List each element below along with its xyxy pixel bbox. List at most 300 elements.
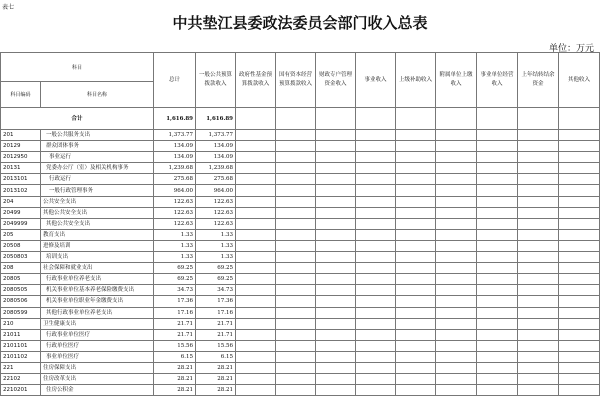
empty-cell <box>436 362 477 373</box>
empty-cell <box>396 141 436 152</box>
empty-cell <box>316 374 356 385</box>
empty-cell <box>316 329 356 340</box>
table-row <box>1 374 600 385</box>
empty-cell <box>396 108 436 130</box>
empty-cell <box>477 207 518 218</box>
empty-cell <box>477 229 518 240</box>
empty-cell <box>559 130 600 141</box>
row-name: 行政单位医疗 <box>41 340 154 351</box>
empty-cell <box>559 263 600 274</box>
empty-cell <box>236 307 276 318</box>
empty-cell <box>559 329 600 340</box>
empty-cell <box>356 318 396 329</box>
empty-cell <box>518 318 559 329</box>
empty-cell <box>236 152 276 163</box>
row-total: 122.63 <box>154 218 196 229</box>
empty-cell <box>316 252 356 263</box>
empty-cell <box>477 296 518 307</box>
empty-cell <box>436 218 477 229</box>
empty-cell <box>316 185 356 196</box>
row-general-budget: 134.09 <box>196 152 236 163</box>
empty-cell <box>518 296 559 307</box>
empty-cell <box>477 329 518 340</box>
empty-cell <box>559 307 600 318</box>
row-name: 其他公共安全支出 <box>41 218 154 229</box>
row-general-budget: 122.63 <box>196 218 236 229</box>
row-total: 1.33 <box>154 252 196 263</box>
empty-cell <box>356 130 396 141</box>
row-name: 党委办公厅（室）及相关机构事务 <box>41 163 154 174</box>
empty-cell <box>356 185 396 196</box>
empty-cell <box>276 174 316 185</box>
row-general-budget: 1.33 <box>196 240 236 251</box>
empty-cell <box>518 152 559 163</box>
empty-cell <box>436 108 477 130</box>
empty-cell <box>316 274 356 285</box>
empty-cell <box>356 329 396 340</box>
empty-cell <box>356 307 396 318</box>
row-total: 964.00 <box>154 185 196 196</box>
row-general-budget: 1,239.68 <box>196 163 236 174</box>
table-row <box>1 340 600 351</box>
empty-cell <box>436 285 477 296</box>
empty-cell <box>276 163 316 174</box>
empty-cell <box>396 252 436 263</box>
empty-cell <box>477 108 518 130</box>
empty-cell <box>396 351 436 362</box>
empty-cell <box>436 274 477 285</box>
empty-cell <box>276 218 316 229</box>
empty-cell <box>518 329 559 340</box>
row-code: 21011 <box>1 329 41 340</box>
row-total: 15.56 <box>154 340 196 351</box>
header-business: 事业收入 <box>356 53 396 108</box>
table-row <box>1 285 600 296</box>
row-total: 134.09 <box>154 152 196 163</box>
table-row <box>1 263 600 274</box>
empty-cell <box>236 296 276 307</box>
empty-cell <box>436 141 477 152</box>
row-total: 28.21 <box>154 362 196 373</box>
empty-cell <box>276 252 316 263</box>
empty-cell <box>559 274 600 285</box>
empty-cell <box>518 229 559 240</box>
empty-cell <box>436 207 477 218</box>
row-total: 1,239.68 <box>154 163 196 174</box>
table-row <box>1 130 600 141</box>
empty-cell <box>436 163 477 174</box>
row-total: 122.63 <box>154 207 196 218</box>
table-row <box>1 218 600 229</box>
empty-cell <box>316 385 356 396</box>
row-total: 17.16 <box>154 307 196 318</box>
empty-cell <box>477 340 518 351</box>
empty-cell <box>396 340 436 351</box>
empty-cell <box>316 152 356 163</box>
empty-cell <box>236 196 276 207</box>
empty-cell <box>276 274 316 285</box>
empty-cell <box>559 141 600 152</box>
empty-cell <box>356 207 396 218</box>
row-name: 其他公共安全支出 <box>41 207 154 218</box>
empty-cell <box>477 274 518 285</box>
empty-cell <box>477 240 518 251</box>
empty-cell <box>356 174 396 185</box>
empty-cell <box>436 374 477 385</box>
empty-cell <box>276 240 316 251</box>
empty-cell <box>276 152 316 163</box>
empty-cell <box>276 141 316 152</box>
empty-cell <box>518 374 559 385</box>
row-name: 行政运行 <box>41 174 154 185</box>
empty-cell <box>356 240 396 251</box>
empty-cell <box>276 130 316 141</box>
row-code: 2013101 <box>1 174 41 185</box>
row-total: 1,373.77 <box>154 130 196 141</box>
empty-cell <box>356 296 396 307</box>
row-general-budget: 28.21 <box>196 374 236 385</box>
row-name: 公共安全支出 <box>41 196 154 207</box>
empty-cell <box>276 196 316 207</box>
empty-cell <box>236 252 276 263</box>
row-total: 122.63 <box>154 196 196 207</box>
row-general-budget: 1,373.77 <box>196 130 236 141</box>
empty-cell <box>518 340 559 351</box>
empty-cell <box>436 307 477 318</box>
row-total: 275.68 <box>154 174 196 185</box>
row-total: 17.36 <box>154 296 196 307</box>
empty-cell <box>316 285 356 296</box>
empty-cell <box>316 318 356 329</box>
empty-cell <box>316 108 356 130</box>
row-name: 事业单位医疗 <box>41 351 154 362</box>
sheet-tag: 表七 <box>2 4 15 11</box>
row-general-budget: 122.63 <box>196 207 236 218</box>
row-general-budget: 1.33 <box>196 252 236 263</box>
empty-cell <box>559 240 600 251</box>
row-code: 205 <box>1 229 41 240</box>
total-label: 合计 <box>1 108 154 130</box>
empty-cell <box>316 163 356 174</box>
empty-cell <box>236 141 276 152</box>
empty-cell <box>518 130 559 141</box>
empty-cell <box>477 351 518 362</box>
empty-cell <box>396 385 436 396</box>
row-general-budget: 275.68 <box>196 174 236 185</box>
empty-cell <box>316 174 356 185</box>
empty-cell <box>396 263 436 274</box>
empty-cell <box>436 252 477 263</box>
row-general-budget: 6.15 <box>196 351 236 362</box>
empty-cell <box>477 130 518 141</box>
empty-cell <box>356 163 396 174</box>
table-row <box>1 152 600 163</box>
empty-cell <box>396 130 436 141</box>
empty-cell <box>396 329 436 340</box>
row-total: 21.71 <box>154 318 196 329</box>
empty-cell <box>236 340 276 351</box>
total-general: 1,616.89 <box>196 108 236 130</box>
empty-cell <box>477 196 518 207</box>
empty-cell <box>316 229 356 240</box>
row-name: 住房改革支出 <box>41 374 154 385</box>
empty-cell <box>518 385 559 396</box>
empty-cell <box>276 351 316 362</box>
empty-cell <box>477 152 518 163</box>
income-table-wrap <box>0 52 600 407</box>
row-general-budget: 17.16 <box>196 307 236 318</box>
table-row <box>1 329 600 340</box>
row-general-budget: 69.25 <box>196 274 236 285</box>
empty-cell <box>477 141 518 152</box>
header-general-budget: 一般公共预算拨款收入 <box>196 53 236 108</box>
row-total: 28.21 <box>154 374 196 385</box>
table-row <box>1 163 600 174</box>
empty-cell <box>518 163 559 174</box>
empty-cell <box>396 163 436 174</box>
row-code: 2101101 <box>1 340 41 351</box>
empty-cell <box>518 196 559 207</box>
empty-cell <box>276 108 316 130</box>
table-body <box>1 108 600 396</box>
empty-cell <box>477 218 518 229</box>
row-name: 一般行政管理事务 <box>41 185 154 196</box>
empty-cell <box>316 307 356 318</box>
row-name: 进修及培训 <box>41 240 154 251</box>
empty-cell <box>559 340 600 351</box>
empty-cell <box>518 218 559 229</box>
empty-cell <box>276 185 316 196</box>
empty-cell <box>236 318 276 329</box>
header-special-account: 财政专户管理资金收入 <box>316 53 356 108</box>
row-total: 1.33 <box>154 229 196 240</box>
empty-cell <box>236 385 276 396</box>
total-amount: 1,616.89 <box>154 108 196 130</box>
row-general-budget: 17.36 <box>196 296 236 307</box>
row-name: 一般公共服务支出 <box>41 130 154 141</box>
empty-cell <box>396 196 436 207</box>
row-general-budget: 28.21 <box>196 385 236 396</box>
header-name: 科目名称 <box>41 82 154 108</box>
income-table <box>0 52 600 396</box>
row-name: 群众团体事务 <box>41 141 154 152</box>
empty-cell <box>559 196 600 207</box>
empty-cell <box>276 229 316 240</box>
empty-cell <box>436 185 477 196</box>
table-row <box>1 252 600 263</box>
table-row <box>1 351 600 362</box>
row-name: 教育支出 <box>41 229 154 240</box>
row-code: 22102 <box>1 374 41 385</box>
header-state-capital: 国有资本经营预算拨款收入 <box>276 53 316 108</box>
empty-cell <box>436 152 477 163</box>
empty-cell <box>356 351 396 362</box>
empty-cell <box>559 374 600 385</box>
row-general-budget: 69.25 <box>196 263 236 274</box>
row-total: 1.33 <box>154 240 196 251</box>
empty-cell <box>356 108 396 130</box>
empty-cell <box>396 318 436 329</box>
empty-cell <box>559 318 600 329</box>
row-name: 其他行政事业单位养老支出 <box>41 307 154 318</box>
empty-cell <box>316 362 356 373</box>
empty-cell <box>356 229 396 240</box>
empty-cell <box>316 351 356 362</box>
empty-cell <box>276 374 316 385</box>
empty-cell <box>236 130 276 141</box>
empty-cell <box>396 207 436 218</box>
empty-cell <box>518 108 559 130</box>
empty-cell <box>477 307 518 318</box>
table-row <box>1 385 600 396</box>
row-code: 2050803 <box>1 252 41 263</box>
empty-cell <box>559 163 600 174</box>
table-row <box>1 240 600 251</box>
row-name: 社会保障和就业支出 <box>41 263 154 274</box>
empty-cell <box>559 362 600 373</box>
table-row <box>1 362 600 373</box>
row-name: 住房保障支出 <box>41 362 154 373</box>
empty-cell <box>396 307 436 318</box>
empty-cell <box>559 385 600 396</box>
row-general-budget: 21.71 <box>196 329 236 340</box>
empty-cell <box>436 174 477 185</box>
empty-cell <box>518 252 559 263</box>
empty-cell <box>236 329 276 340</box>
empty-cell <box>396 174 436 185</box>
empty-cell <box>356 374 396 385</box>
empty-cell <box>559 108 600 130</box>
empty-cell <box>316 141 356 152</box>
empty-cell <box>518 307 559 318</box>
empty-cell <box>396 374 436 385</box>
empty-cell <box>477 285 518 296</box>
header-gov-fund: 政府性基金预算拨款收入 <box>236 53 276 108</box>
empty-cell <box>316 196 356 207</box>
empty-cell <box>436 340 477 351</box>
row-general-budget: 15.56 <box>196 340 236 351</box>
table-row <box>1 185 600 196</box>
empty-cell <box>436 329 477 340</box>
empty-cell <box>436 296 477 307</box>
empty-cell <box>396 296 436 307</box>
empty-cell <box>356 252 396 263</box>
row-total: 6.15 <box>154 351 196 362</box>
row-general-budget: 964.00 <box>196 185 236 196</box>
empty-cell <box>236 285 276 296</box>
empty-cell <box>356 218 396 229</box>
empty-cell <box>236 362 276 373</box>
empty-cell <box>316 263 356 274</box>
row-code: 2080505 <box>1 285 41 296</box>
row-total: 28.21 <box>154 385 196 396</box>
row-code: 2210201 <box>1 385 41 396</box>
table-row <box>1 307 600 318</box>
row-code: 20508 <box>1 240 41 251</box>
empty-cell <box>436 263 477 274</box>
empty-cell <box>276 307 316 318</box>
row-total: 69.25 <box>154 263 196 274</box>
empty-cell <box>436 351 477 362</box>
empty-cell <box>559 296 600 307</box>
row-code: 2080599 <box>1 307 41 318</box>
row-name: 事业运行 <box>41 152 154 163</box>
empty-cell <box>396 185 436 196</box>
row-general-budget: 134.09 <box>196 141 236 152</box>
header-operating: 事业单位经营收入 <box>477 53 518 108</box>
header-superior-subsidy: 上级补助收入 <box>396 53 436 108</box>
empty-cell <box>559 218 600 229</box>
empty-cell <box>396 362 436 373</box>
table-row <box>1 274 600 285</box>
empty-cell <box>518 263 559 274</box>
row-name: 行政事业单位医疗 <box>41 329 154 340</box>
header-carryover: 上年结转结余资金 <box>518 53 559 108</box>
empty-cell <box>396 285 436 296</box>
empty-cell <box>477 318 518 329</box>
empty-cell <box>356 263 396 274</box>
empty-cell <box>436 318 477 329</box>
empty-cell <box>236 218 276 229</box>
table-row <box>1 207 600 218</box>
empty-cell <box>518 207 559 218</box>
empty-cell <box>518 240 559 251</box>
row-name: 住房公积金 <box>41 385 154 396</box>
header-code: 科目编码 <box>1 82 41 108</box>
total-row <box>1 108 600 130</box>
empty-cell <box>559 207 600 218</box>
empty-cell <box>396 240 436 251</box>
table-row <box>1 141 600 152</box>
empty-cell <box>236 374 276 385</box>
row-general-budget: 34.73 <box>196 285 236 296</box>
row-name: 机关事业单位职业年金缴费支出 <box>41 296 154 307</box>
empty-cell <box>356 152 396 163</box>
empty-cell <box>236 163 276 174</box>
empty-cell <box>436 385 477 396</box>
page-title: 中共垫江县委政法委员会部门收入总表 <box>172 14 428 32</box>
header-affiliated: 附属单位上缴收入 <box>436 53 477 108</box>
row-total: 134.09 <box>154 141 196 152</box>
row-code: 2013102 <box>1 185 41 196</box>
row-code: 208 <box>1 263 41 274</box>
row-code: 2049999 <box>1 218 41 229</box>
empty-cell <box>477 362 518 373</box>
empty-cell <box>396 152 436 163</box>
empty-cell <box>436 240 477 251</box>
empty-cell <box>477 174 518 185</box>
empty-cell <box>276 340 316 351</box>
row-code: 210 <box>1 318 41 329</box>
empty-cell <box>518 174 559 185</box>
empty-cell <box>276 285 316 296</box>
empty-cell <box>276 318 316 329</box>
empty-cell <box>316 218 356 229</box>
empty-cell <box>276 385 316 396</box>
empty-cell <box>396 274 436 285</box>
empty-cell <box>316 240 356 251</box>
empty-cell <box>436 196 477 207</box>
empty-cell <box>477 263 518 274</box>
row-name: 机关事业单位基本养老保险缴费支出 <box>41 285 154 296</box>
empty-cell <box>518 285 559 296</box>
row-total: 34.73 <box>154 285 196 296</box>
row-name: 行政事业单位养老支出 <box>41 274 154 285</box>
empty-cell <box>518 351 559 362</box>
empty-cell <box>236 174 276 185</box>
empty-cell <box>236 207 276 218</box>
table-row <box>1 296 600 307</box>
